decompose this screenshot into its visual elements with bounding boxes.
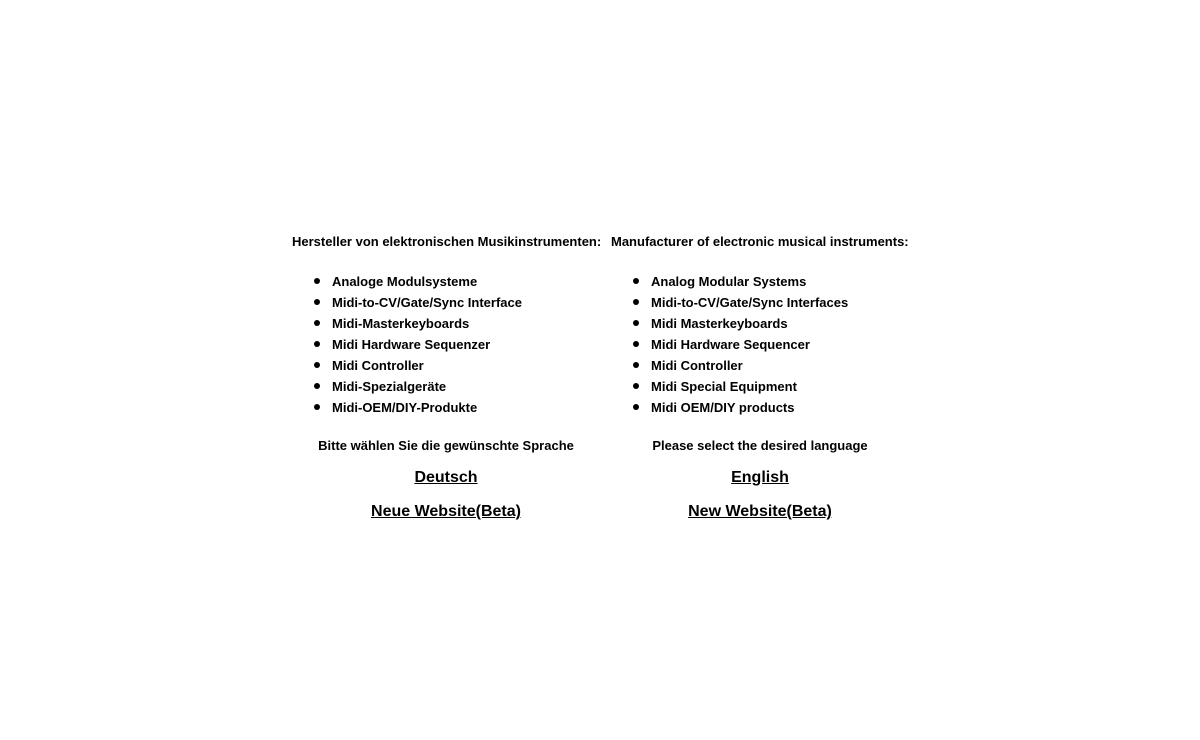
bullet-icon	[314, 383, 320, 389]
english-language-select	[610, 437, 910, 522]
list-item	[611, 397, 911, 418]
list-item	[611, 313, 911, 334]
list-item	[292, 271, 602, 292]
bullet-icon	[314, 404, 320, 410]
product-label: Midi-to-CV/Gate/Sync Interfaces	[651, 295, 849, 310]
product-label: Midi-Masterkeyboards	[332, 316, 470, 331]
bullet-icon	[314, 341, 320, 347]
product-label: Midi OEM/DIY products	[651, 400, 795, 415]
german-product-list	[292, 271, 602, 418]
list-item	[611, 376, 911, 397]
english-column	[611, 234, 911, 418]
bullet-icon	[633, 278, 639, 284]
list-item	[611, 271, 911, 292]
new-website-link[interactable]: New Website(Beta)	[688, 503, 832, 520]
german-language-select	[296, 437, 596, 522]
list-item	[292, 292, 602, 313]
bullet-icon	[633, 383, 639, 389]
german-heading: Hersteller von elektronischen Musikinstrumenten:	[292, 234, 602, 249]
neue-website-link[interactable]: Neue Website(Beta)	[371, 503, 521, 520]
list-item	[292, 355, 602, 376]
english-link[interactable]: English	[731, 469, 789, 486]
bullet-icon	[633, 341, 639, 347]
product-label: Midi-OEM/DIY-Produkte	[332, 400, 478, 415]
list-item	[292, 313, 602, 334]
deutsch-link[interactable]: Deutsch	[414, 469, 478, 486]
bullet-icon	[314, 320, 320, 326]
bullet-icon	[633, 299, 639, 305]
list-item	[611, 292, 911, 313]
english-product-list	[611, 271, 911, 418]
bullet-icon	[314, 278, 320, 284]
product-label: Midi Hardware Sequenzer	[332, 337, 491, 352]
product-label: Midi-Spezialgeräte	[332, 379, 447, 394]
list-item	[611, 334, 911, 355]
product-label: Midi Controller	[651, 358, 743, 373]
list-item	[292, 397, 602, 418]
bullet-icon	[314, 362, 320, 368]
product-label: Midi Hardware Sequencer	[651, 337, 810, 352]
product-label: Analog Modular Systems	[651, 274, 807, 289]
product-label: Midi Masterkeyboards	[651, 316, 788, 331]
bullet-icon	[314, 299, 320, 305]
product-label: Midi Special Equipment	[651, 379, 797, 394]
german-column	[292, 234, 602, 418]
bullet-icon	[633, 362, 639, 368]
german-language-prompt: Bitte wählen Sie die gewünschte Sprache	[318, 438, 574, 453]
product-label: Midi Controller	[332, 358, 424, 373]
list-item	[292, 334, 602, 355]
list-item	[292, 376, 602, 397]
english-heading: Manufacturer of electronic musical instruments:	[611, 234, 909, 249]
bullet-icon	[633, 404, 639, 410]
list-item	[611, 355, 911, 376]
product-label: Analoge Modulsysteme	[332, 274, 478, 289]
bullet-icon	[633, 320, 639, 326]
product-label: Midi-to-CV/Gate/Sync Interface	[332, 295, 522, 310]
english-language-prompt: Please select the desired language	[652, 438, 868, 453]
